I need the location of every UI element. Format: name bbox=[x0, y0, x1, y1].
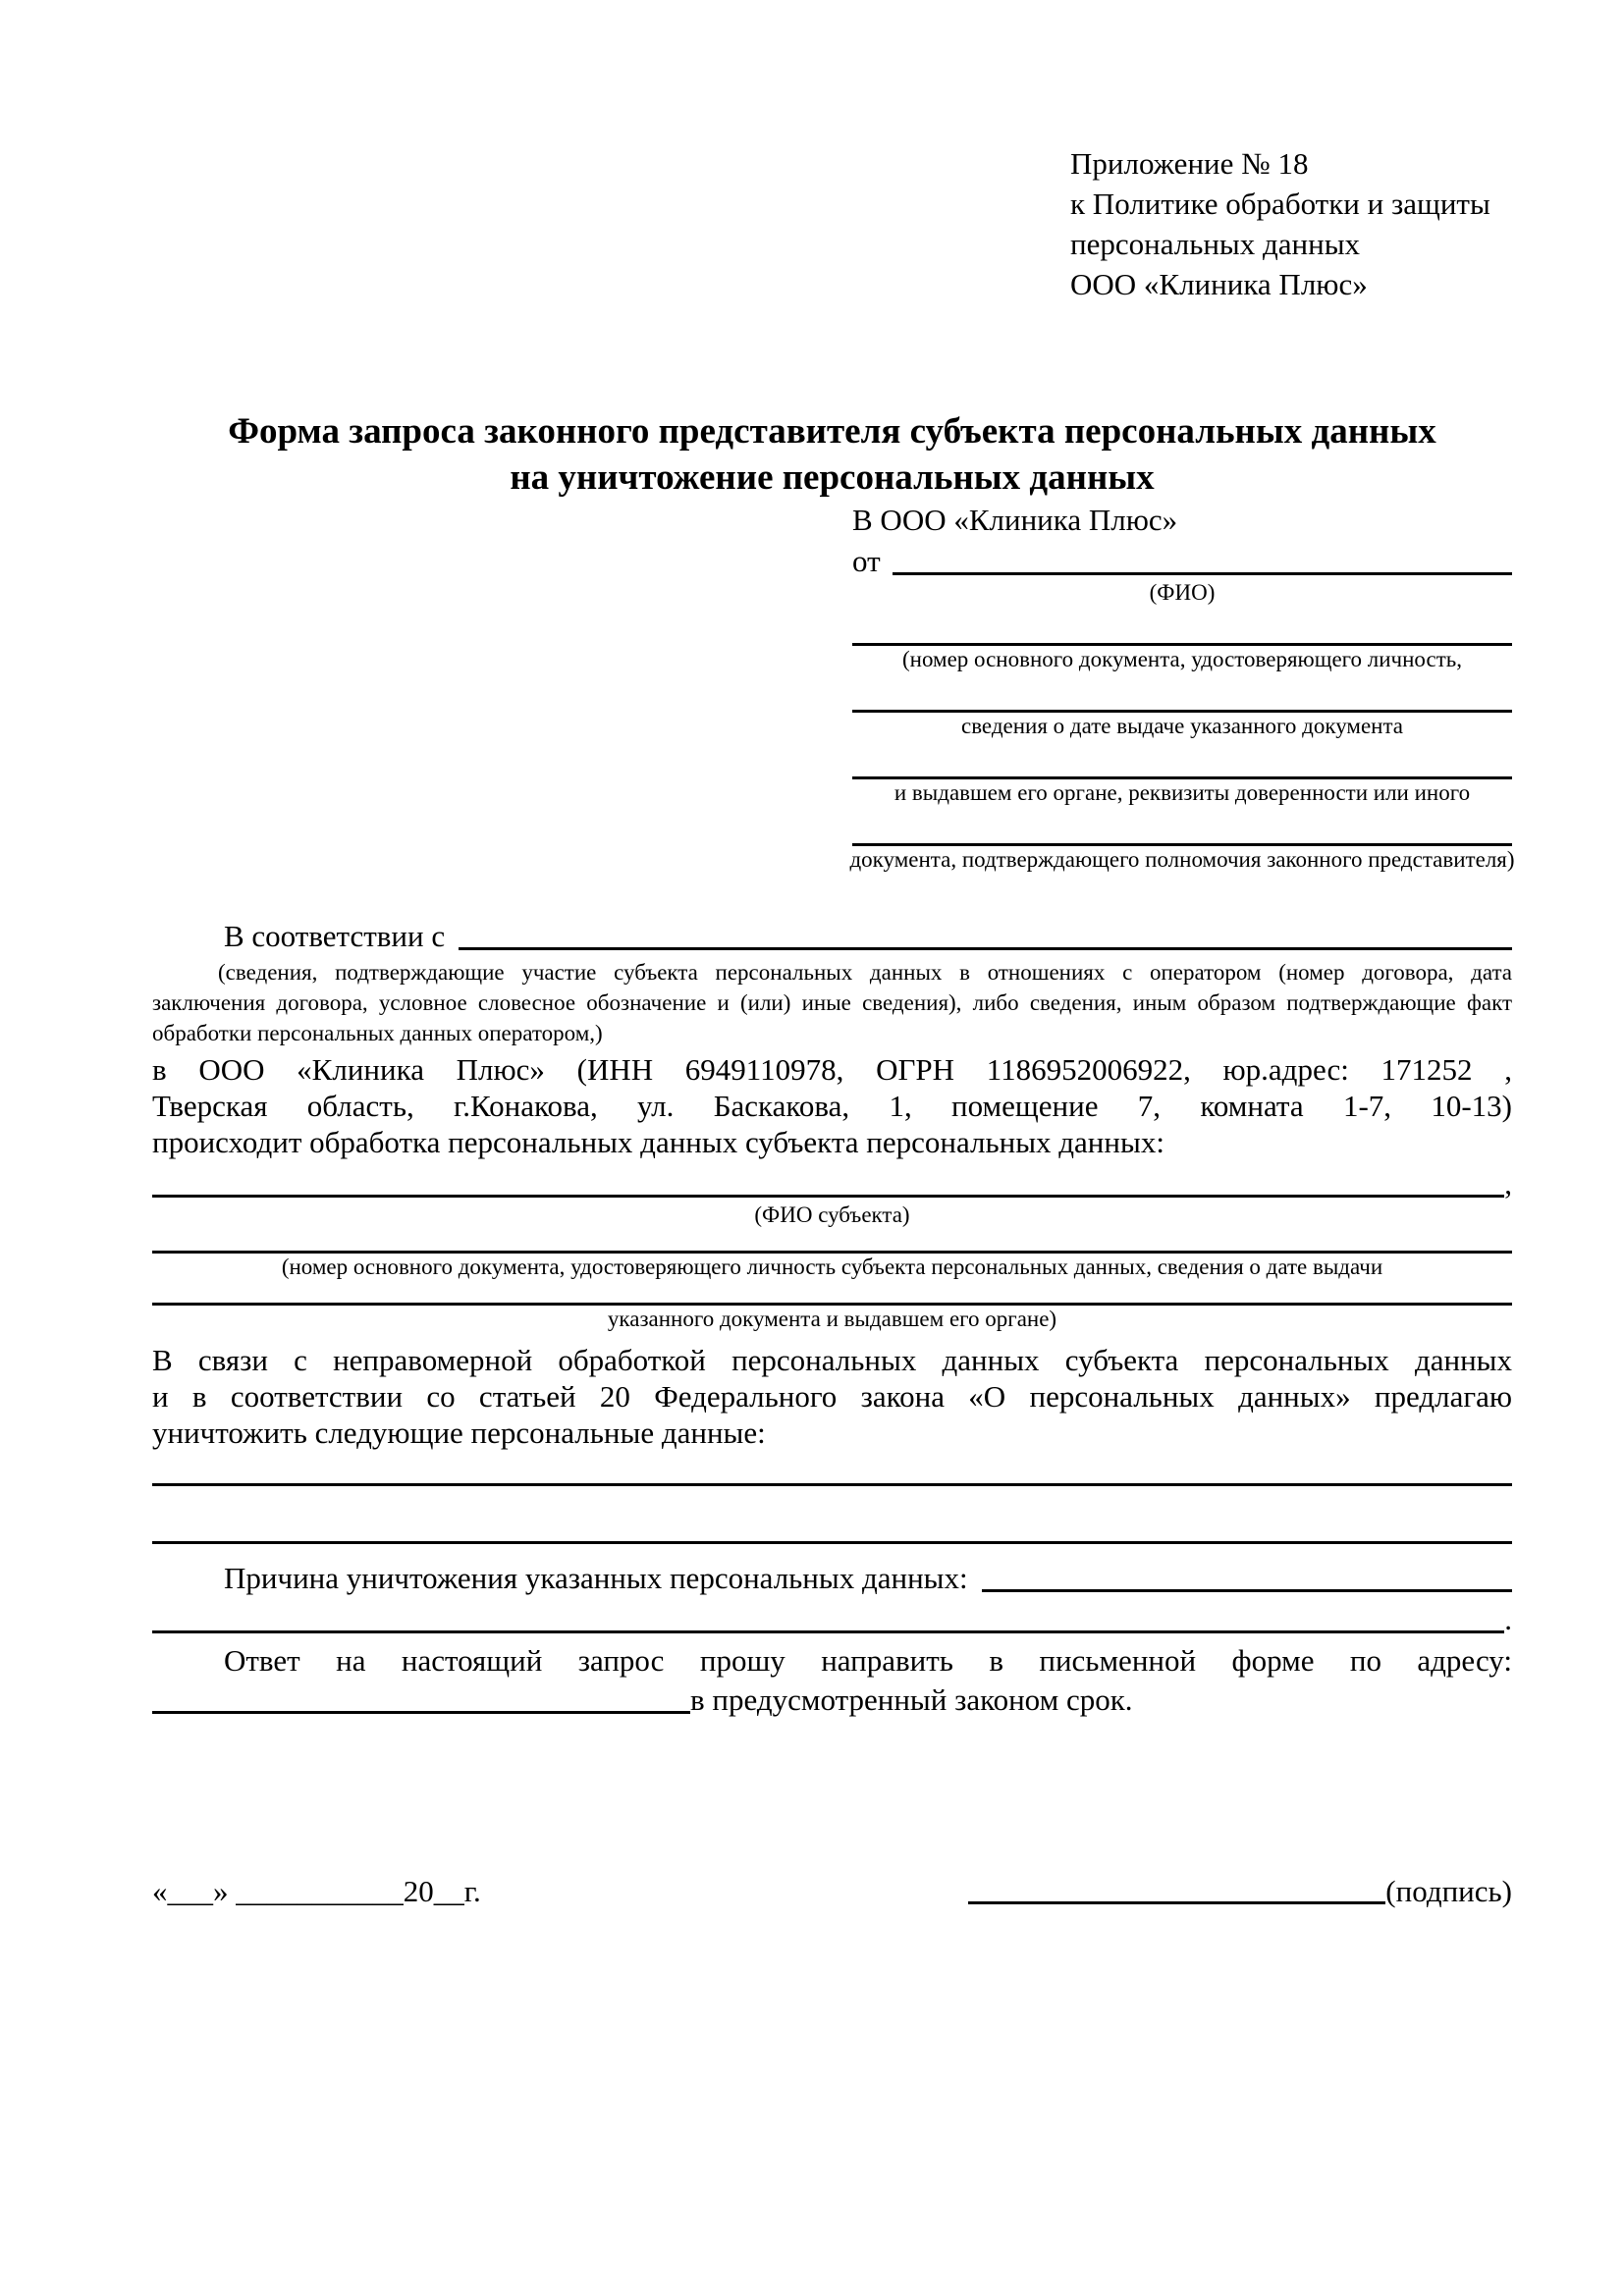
signature-block bbox=[968, 1873, 1512, 1909]
reason-continuation-row bbox=[152, 1602, 1512, 1637]
reply-request: Ответ на настоящий запрос прошу направить в письменной форме по адресу: bbox=[224, 1643, 1512, 1678]
reason-line[interactable] bbox=[982, 1589, 1512, 1592]
subject-document-caption-1: (номер основного документа, удостоверяющего личность субъекта персональных данных, сведения о дате выдачи bbox=[281, 1255, 1383, 1279]
issuing-authority-line[interactable] bbox=[852, 739, 1512, 779]
destruction-paragraph bbox=[152, 1342, 1512, 1451]
attorney-document-line[interactable] bbox=[852, 806, 1512, 846]
subject-fio-line[interactable] bbox=[152, 1195, 1504, 1198]
text-line: (сведения, подтверждающие участие субъекта персональных данных в отношениях с оператором (номер договора, дата bbox=[218, 960, 1512, 985]
reason-continuation-line[interactable] bbox=[152, 1630, 1504, 1633]
footer-row bbox=[152, 1873, 1512, 1909]
addressee-organization: В ООО «Клиника Плюс» bbox=[852, 503, 1178, 537]
issue-date-caption: сведения о дате выдаче указанного документа bbox=[960, 714, 1404, 738]
text-line: уничтожить следующие персональные данные: bbox=[152, 1415, 766, 1450]
text-line: ООО «Клиника Плюс» bbox=[1070, 267, 1368, 301]
issue-date-line[interactable] bbox=[852, 672, 1512, 713]
appendix-header bbox=[1070, 143, 1512, 304]
subject-document-line-1[interactable] bbox=[152, 1228, 1512, 1254]
accordance-note bbox=[152, 957, 1512, 1048]
text-line: Форма запроса законного представителя субъекта персональных данных bbox=[228, 411, 1436, 452]
representative-fio-line[interactable] bbox=[893, 572, 1512, 575]
subject-document-line-2[interactable] bbox=[152, 1280, 1512, 1306]
issuing-authority-caption: и выдавшем его органе, реквизиты доверенности или иного bbox=[893, 780, 1471, 805]
reply-tail: в предусмотренный законом срок. bbox=[690, 1682, 1133, 1717]
from-label: от bbox=[852, 544, 881, 578]
trailing-period: . bbox=[1504, 1602, 1512, 1636]
reason-label: Причина уничтожения указанных персональных данных: bbox=[224, 1561, 968, 1595]
accordance-line[interactable] bbox=[459, 947, 1512, 950]
text-line: и в соответствии со статьей 20 Федерального закона «О персональных данных» предлагаю bbox=[152, 1379, 1512, 1414]
subject-fio-caption: (ФИО субъекта) bbox=[754, 1202, 910, 1227]
reason-row bbox=[152, 1557, 1512, 1596]
operator-paragraph bbox=[152, 1051, 1512, 1160]
subject-fio-row bbox=[152, 1160, 1512, 1201]
text-line: заключения договора, условное словесное обозначение и (или) иные сведения), либо сведения, иным образом подтверждающие факт bbox=[152, 990, 1512, 1015]
personal-data-line-2[interactable] bbox=[152, 1541, 1512, 1544]
form-title bbox=[152, 408, 1512, 501]
text-line: персональных данных bbox=[1070, 227, 1361, 261]
from-row bbox=[852, 538, 1512, 579]
accordance-label: В соответствии с bbox=[224, 919, 446, 953]
text-line: обработки персональных данных оператором,) bbox=[152, 1021, 603, 1045]
addressee-block bbox=[849, 503, 1515, 873]
fio-caption: (ФИО) bbox=[1149, 580, 1216, 605]
accordance-row bbox=[152, 918, 1512, 954]
attorney-document-caption: документа, подтверждающего полномочия законного представителя) bbox=[849, 847, 1515, 872]
text-line: к Политике обработки и защиты bbox=[1070, 187, 1490, 221]
text-line: Тверская область, г.Конакова, ул. Баскакова, 1, помещение 7, комната 1-7, 10-13) bbox=[152, 1089, 1512, 1123]
signature-caption: (подпись) bbox=[1385, 1874, 1512, 1908]
text-line: Приложение № 18 bbox=[1070, 146, 1309, 181]
date-field[interactable]: «___» ___________20__г. bbox=[152, 1874, 481, 1908]
text-line: на уничтожение персональных данных bbox=[510, 457, 1155, 498]
signature-line[interactable] bbox=[968, 1901, 1385, 1904]
document-number-line[interactable] bbox=[852, 606, 1512, 646]
text-line: В связи с неправомерной обработкой персональных данных субъекта персональных данных bbox=[152, 1343, 1512, 1377]
trailing-comma: , bbox=[1504, 1166, 1512, 1201]
subject-document-caption-2: указанного документа и выдавшем его органе) bbox=[607, 1307, 1057, 1331]
text-line: в ООО «Клиника Плюс» (ИНН 6949110978, ОГРН 1186952006922, юр.адрес: 171252 , bbox=[152, 1052, 1512, 1087]
text-line: происходит обработка персональных данных субъекта персональных данных: bbox=[152, 1125, 1164, 1159]
document-number-caption: (номер основного документа, удостоверяющего личность, bbox=[901, 647, 1462, 671]
reply-address-row bbox=[152, 1682, 1512, 1718]
personal-data-line-1[interactable] bbox=[152, 1483, 1512, 1486]
reply-address-line[interactable] bbox=[152, 1711, 690, 1714]
